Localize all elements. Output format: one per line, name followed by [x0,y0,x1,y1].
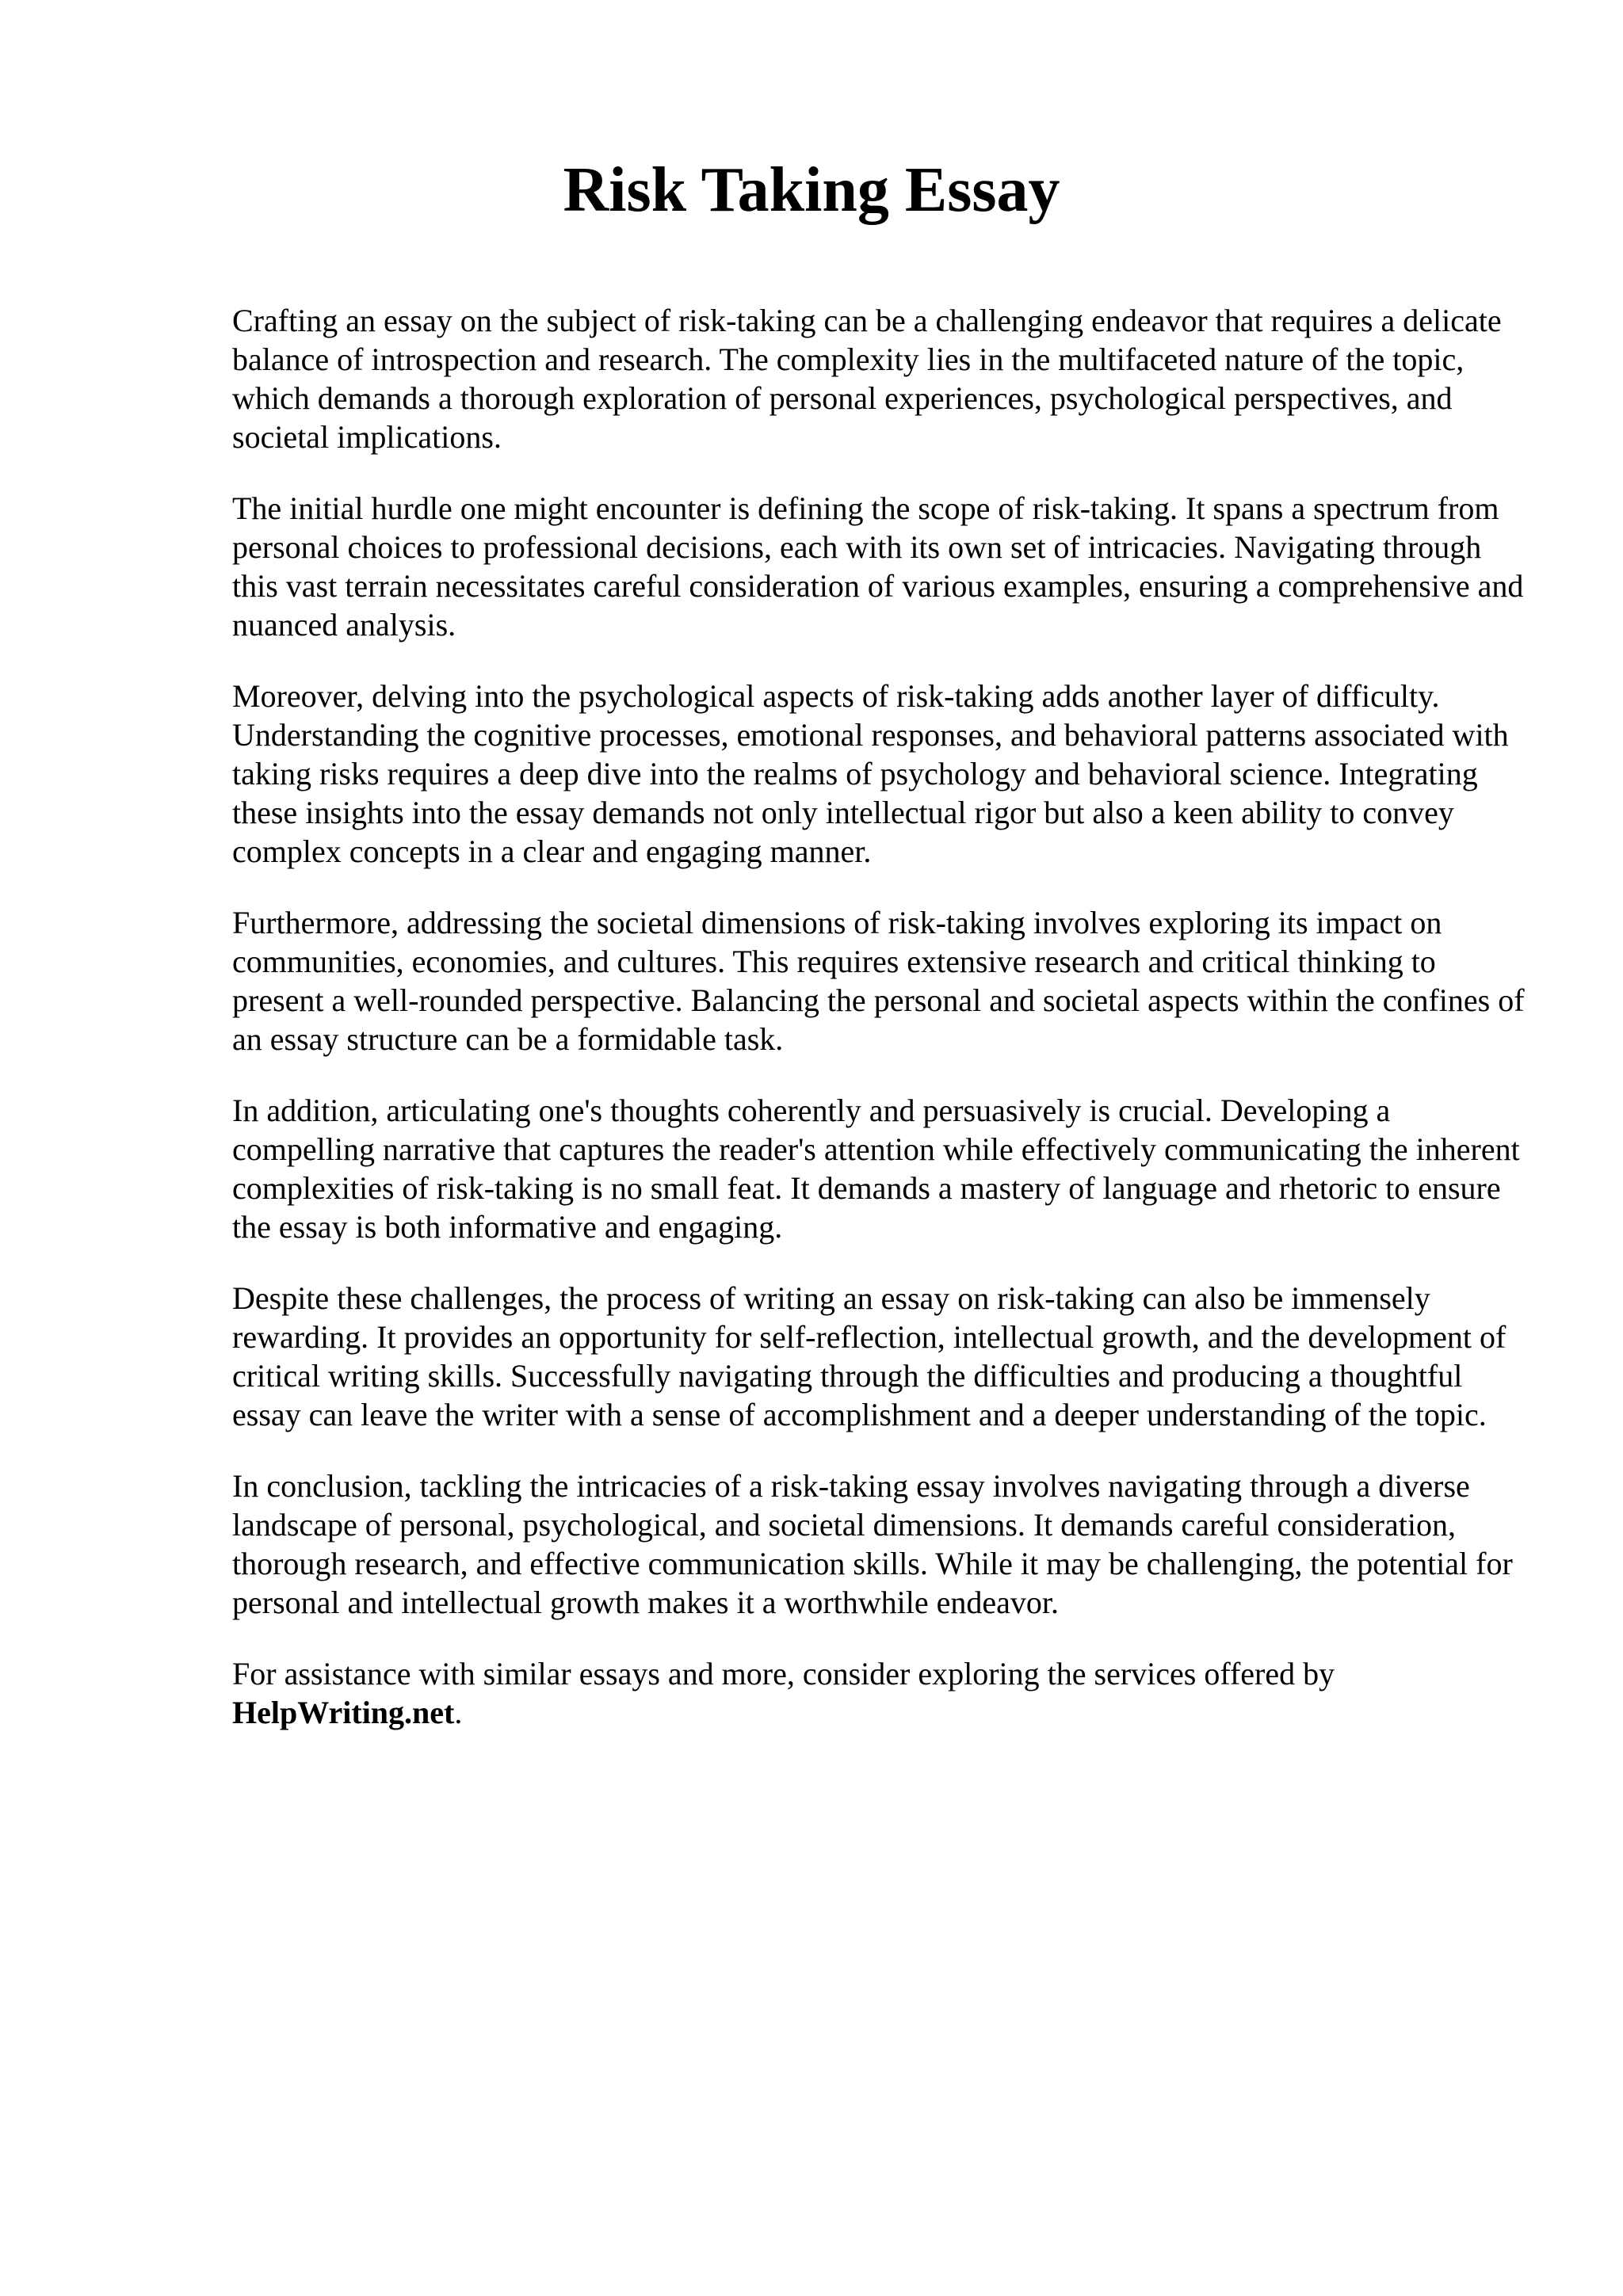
paragraph-3: Moreover, delving into the psychological aspects of risk-taking adds another layer of difficulty. Understanding the cognitive processes, emotional responses, and behavioral patterns associated with taking risks requires a deep dive into the realms of psychology and behavioral science. Integrating these insights into the essay demands not only intellectual rigor but also a keen ability to convey complex concepts in a clear and engaging manner. [232,678,1509,869]
essay-body [232,301,1532,1764]
closing-paragraph [232,1654,1532,1732]
paragraph-5: In addition, articulating one's thoughts coherently and persuasively is crucial. Developing a compelling narrative that captures the reader's attention while effectively communicating the inherent complexities of risk-taking is no small feat. It demands a mastery of language and rhetoric to ensure the essay is both informative and engaging. [232,1093,1520,1245]
brand-name: HelpWriting.net [232,1695,455,1730]
paragraph-4: Furthermore, addressing the societal dimensions of risk-taking involves exploring its impact on communities, economies, and cultures. This requires extensive research and critical thinking to present a well-rounded perspective. Balancing the personal and societal aspects within the confines of an essay structure can be a formidable task. [232,905,1525,1057]
paragraph-6: Despite these challenges, the process of writing an essay on risk-taking can also be immensely rewarding. It provides an opportunity for self-reflection, intellectual growth, and the development of critical writing skills. Successfully navigating through the difficulties and producing a thoughtful essay can leave the writer with a sense of accomplishment and a deeper understanding of the topic. [232,1280,1507,1432]
closing-text: For assistance with similar essays and more, consider exploring the services offered by [232,1656,1335,1691]
page-title: Risk Taking Essay [563,155,1060,225]
paragraph-1: Crafting an essay on the subject of risk-taking can be a challenging endeavor that requires a delicate balance of introspection and research. The complexity lies in the multifaceted nature of the topic, which demands a thorough exploration of personal experiences, psychological perspectives, and societal implications. [232,303,1502,455]
paragraph-7: In conclusion, tackling the intricacies of a risk-taking essay involves navigating through a diverse landscape of personal, psychological, and societal dimensions. It demands careful consideration, thorough research, and effective communication skills. While it may be challenging, the potential for personal and intellectual growth makes it a worthwhile endeavor. [232,1468,1513,1620]
paragraph-2: The initial hurdle one might encounter is defining the scope of risk-taking. It spans a spectrum from personal choices to professional decisions, each with its own set of intricacies. Navigating through this vast terrain necessitates careful consideration of various examples, ensuring a comprehensive and nuanced analysis. [232,490,1524,643]
closing-period: . [454,1695,463,1730]
